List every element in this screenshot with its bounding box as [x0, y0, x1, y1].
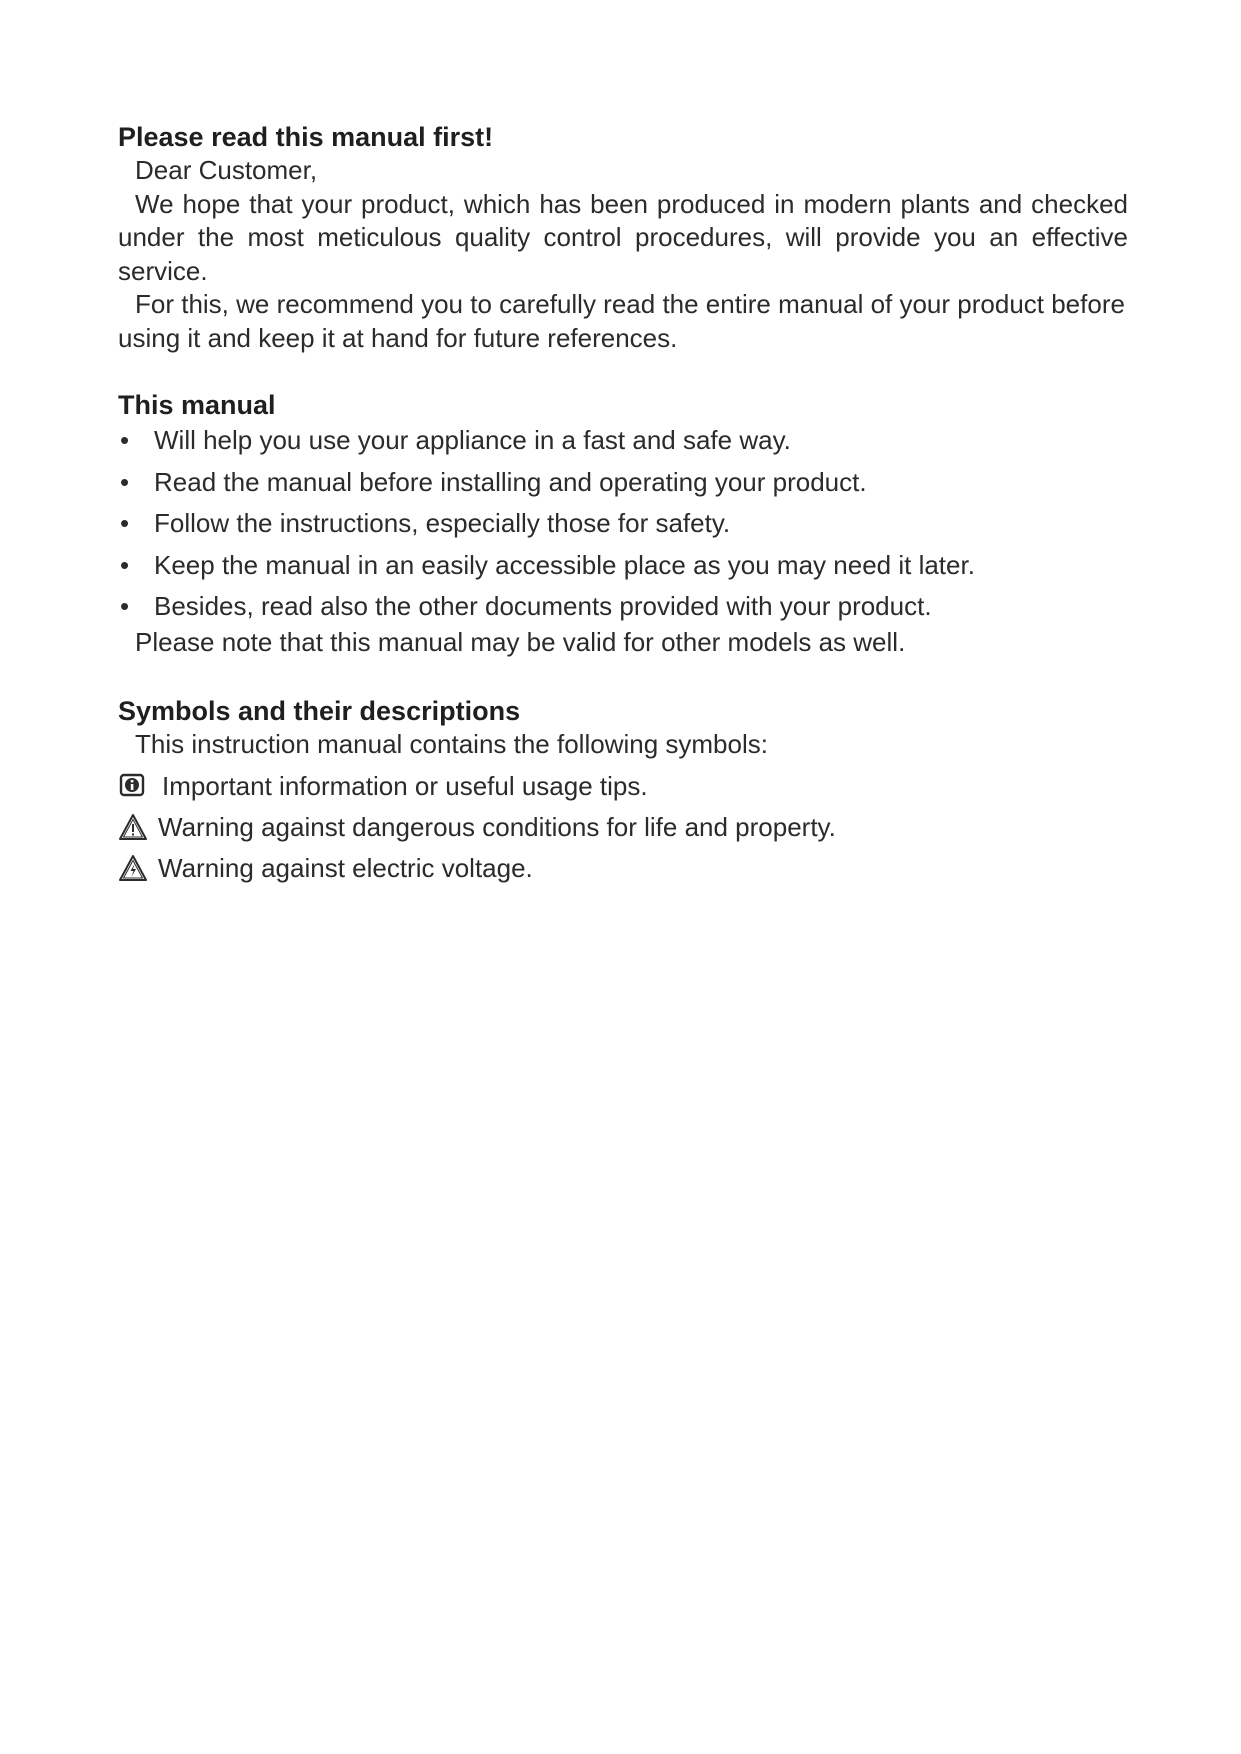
- symbol-row-warning: [118, 811, 1128, 844]
- list-item: [118, 590, 1128, 623]
- symbol-row-info: [118, 770, 1128, 803]
- list-item-text: Follow the instructions, especially those for safety.: [154, 508, 731, 538]
- list-item: [118, 549, 1128, 582]
- this-manual-heading: This manual: [118, 390, 276, 420]
- models-note: Please note that this manual may be valid for other models as well.: [135, 626, 906, 657]
- bullet-icon: •: [120, 549, 130, 580]
- symbol-row-electric: [118, 852, 1128, 885]
- symbol-description: Warning against dangerous conditions for life and property.: [158, 811, 836, 842]
- list-item-text: Keep the manual in an easily accessible place as you may need it later.: [154, 549, 975, 580]
- bullet-icon: •: [120, 425, 130, 455]
- electric-warning-icon: [118, 853, 148, 883]
- this-manual-section: [118, 388, 1128, 685]
- symbol-description: Warning against electric voltage.: [158, 852, 533, 883]
- intro-paragraph-1: We hope that your product, which has been produced in modern plants and checked under the most meticulous quality control procedures, will provide you an effective service.: [118, 188, 1128, 286]
- bullet-icon: •: [120, 591, 130, 621]
- list-item-text: Besides, read also the other documents provided with your product.: [154, 591, 932, 621]
- manual-bullet-list: [118, 424, 1128, 623]
- list-item: [118, 424, 1128, 457]
- bullet-icon: •: [120, 466, 130, 497]
- list-item: [118, 507, 1128, 540]
- warning-triangle-icon: [118, 812, 148, 842]
- intro-heading: Please read this manual first!: [118, 122, 494, 152]
- list-item-text: Will help you use your appliance in a fast and safe way.: [154, 425, 791, 455]
- list-item: [118, 466, 1128, 499]
- info-icon: [118, 771, 148, 801]
- symbols-section: [118, 694, 1128, 885]
- symbols-intro: This instruction manual contains the following symbols:: [135, 729, 768, 759]
- list-item-text: Read the manual before installing and operating your product.: [154, 466, 867, 497]
- symbols-heading: Symbols and their descriptions: [118, 696, 521, 726]
- intro-section: [118, 120, 1128, 355]
- greeting: Dear Customer,: [135, 155, 318, 185]
- intro-paragraph-2: For this, we recommend you to carefully read the entire manual of your product before using it and keep it at hand for future references.: [118, 289, 1125, 353]
- symbol-description: Important information or useful usage tips.: [162, 770, 648, 801]
- bullet-icon: •: [120, 508, 130, 538]
